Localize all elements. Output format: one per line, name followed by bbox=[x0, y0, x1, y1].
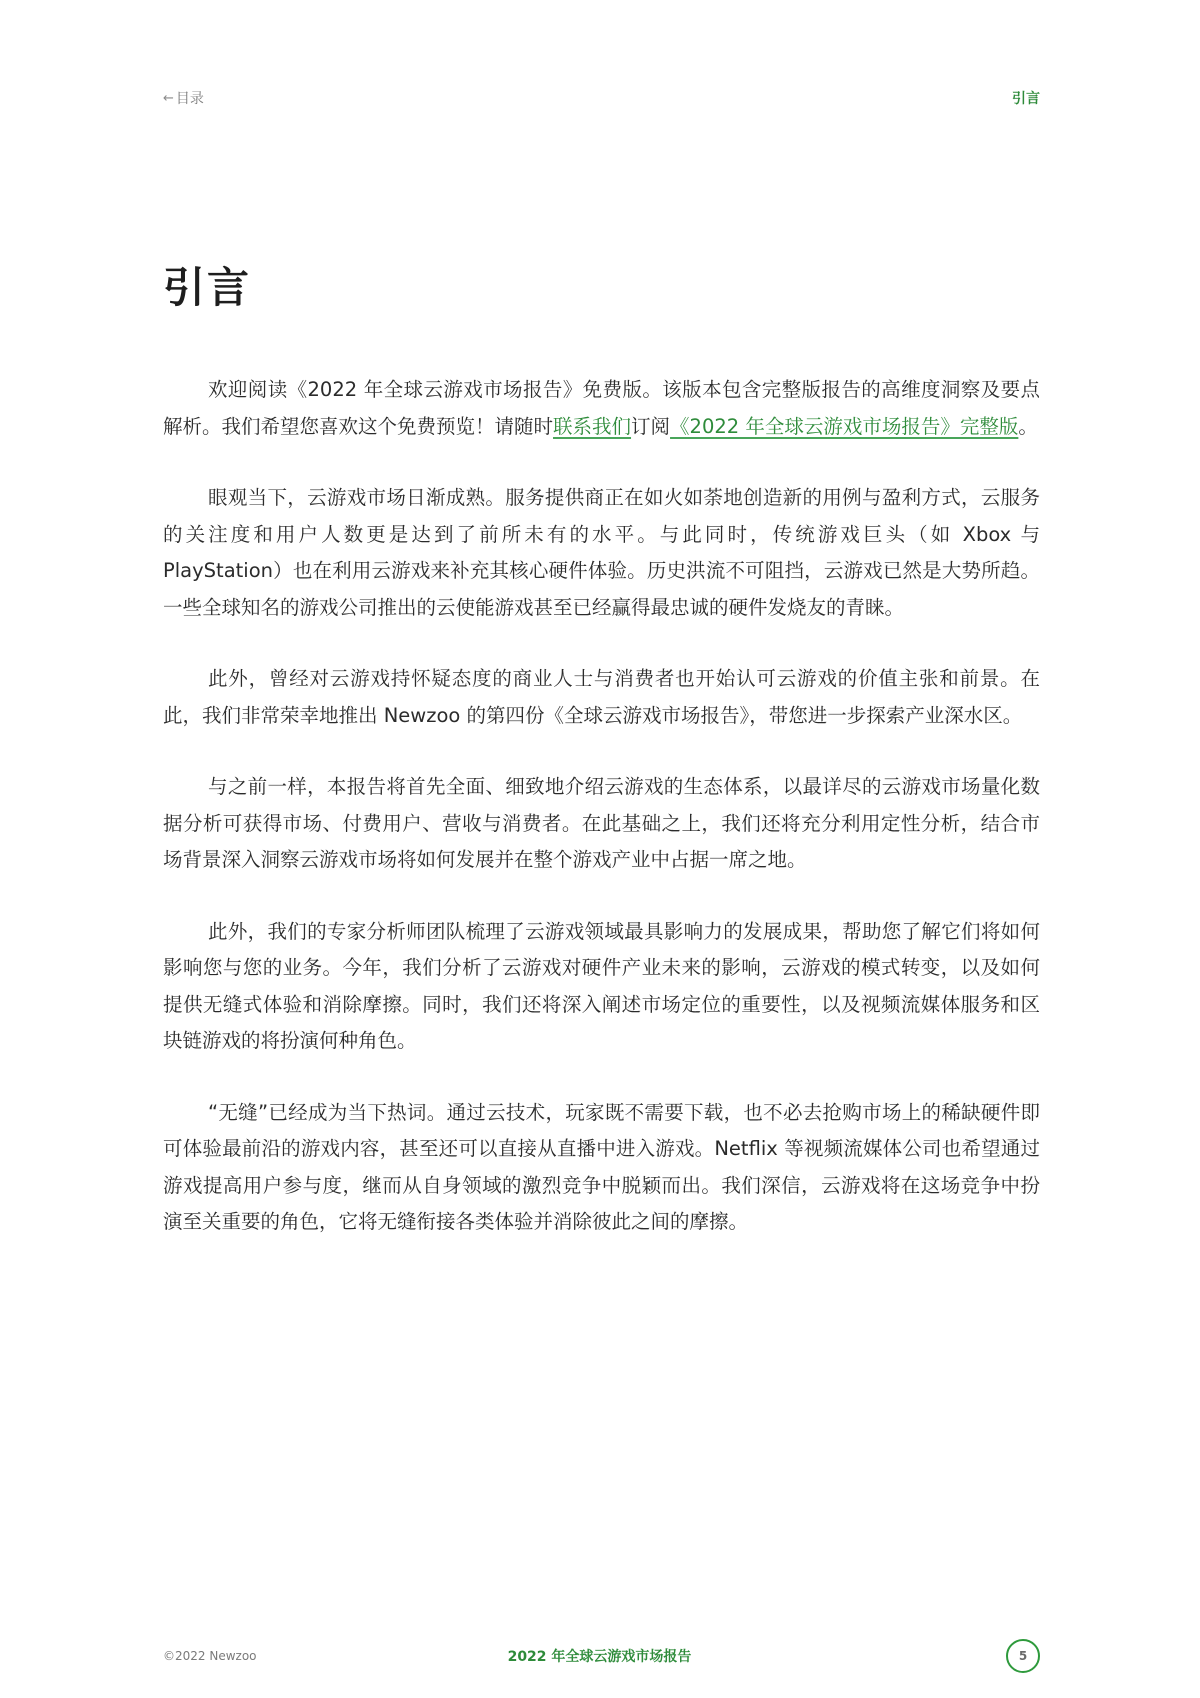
contact-us-link[interactable]: 联系我们 bbox=[553, 414, 632, 438]
page-title: 引言 bbox=[163, 263, 252, 312]
paragraph-report-scope: 与之前一样，本报告将首先全面、细致地介绍云游戏的生态体系，以最详尽的云游戏市场量化数据分析可获得市场、付费用户、营收与消费者。在此基础之上，我们还将充分利用定性分析，结合市场背景深入洞察云游戏市场将如何发展并在整个游戏产业中占据一席之地。 bbox=[163, 775, 1040, 871]
page-number-badge: 5 bbox=[1006, 1639, 1040, 1673]
paragraph-intro-end: 。 bbox=[1018, 414, 1038, 438]
paragraph-analyst-insights: 此外，我们的专家分析师团队梳理了云游戏领域最具影响力的发展成果，帮助您了解它们将如何影响您与您的业务。今年，我们分析了云游戏对硬件产业未来的影响，云游戏的模式转变，以及如何提供无缝式体验和消除摩擦。同时，我们还将深入阐述市场定位的重要性，以及视频流媒体服务和区块链游戏的将扮演何种角色。 bbox=[163, 919, 1040, 1052]
arrow-left-icon: ← bbox=[163, 90, 174, 106]
footer-report-title: 2022 年全球云游戏市场报告 bbox=[507, 1649, 692, 1665]
paragraph-newzoo-report: 此外，曾经对云游戏持怀疑态度的商业人士与消费者也开始认可云游戏的价值主张和前景。在此，我们非常荣幸地推出 Newzoo 的第四份《全球云游戏市场报告》，带您进一步探索产业深水区。 bbox=[163, 667, 1040, 727]
copyright: ©2022 Newzoo bbox=[163, 1649, 257, 1663]
section-tag: 引言 bbox=[1012, 91, 1040, 107]
paragraph-intro-subscribe-text: 订阅 bbox=[631, 414, 671, 438]
paragraph-market-maturity: 眼观当下，云游戏市场日渐成熟。服务提供商正在如火如荼地创造新的用例与盈利方式，云服务的关注度和用户人数更是达到了前所未有的水平。与此同时，传统游戏巨头（如 Xbox 与 PlayStation）也在利用云游戏来补充其核心硬件体验。历史洪流不可阻挡，云游戏已然是大势所趋。一些全球知名的游戏公司推出的云使能游戏甚至已经赢得最忠诚的硬件发烧友的青睐。 bbox=[163, 486, 1040, 619]
back-to-contents-link[interactable] bbox=[163, 88, 204, 108]
paragraph-seamless: “无缝”已经成为当下热词。通过云技术，玩家既不需要下载，也不必去抢购市场上的稀缺硬件即可体验最前沿的游戏内容，甚至还可以直接从直播中进入游戏。Netflix 等视频流媒体公司也希望通过游戏提高用户参与度，继而从自身领域的激烈竞争中脱颖而出。我们深信，云游戏将在这场竞争中扮演至关重要的角色，它将无缝衔接各类体验并消除彼此之间的摩擦。 bbox=[163, 1100, 1040, 1233]
paragraph-intro bbox=[163, 372, 1040, 445]
paragraph-intro-text: 欢迎阅读《2022 年全球云游戏市场报告》免费版。该版本包含完整版报告的高维度洞察及要点解析。我们希望您喜欢这个免费预览！请随时 bbox=[163, 378, 1040, 438]
top-navigation bbox=[163, 86, 1040, 110]
full-report-link[interactable]: 《2022 年全球云游戏市场报告》完整版 bbox=[670, 414, 1019, 438]
page-footer bbox=[163, 1638, 1040, 1674]
body-content bbox=[163, 372, 1040, 1276]
back-to-contents-label: 目录 bbox=[175, 91, 204, 107]
